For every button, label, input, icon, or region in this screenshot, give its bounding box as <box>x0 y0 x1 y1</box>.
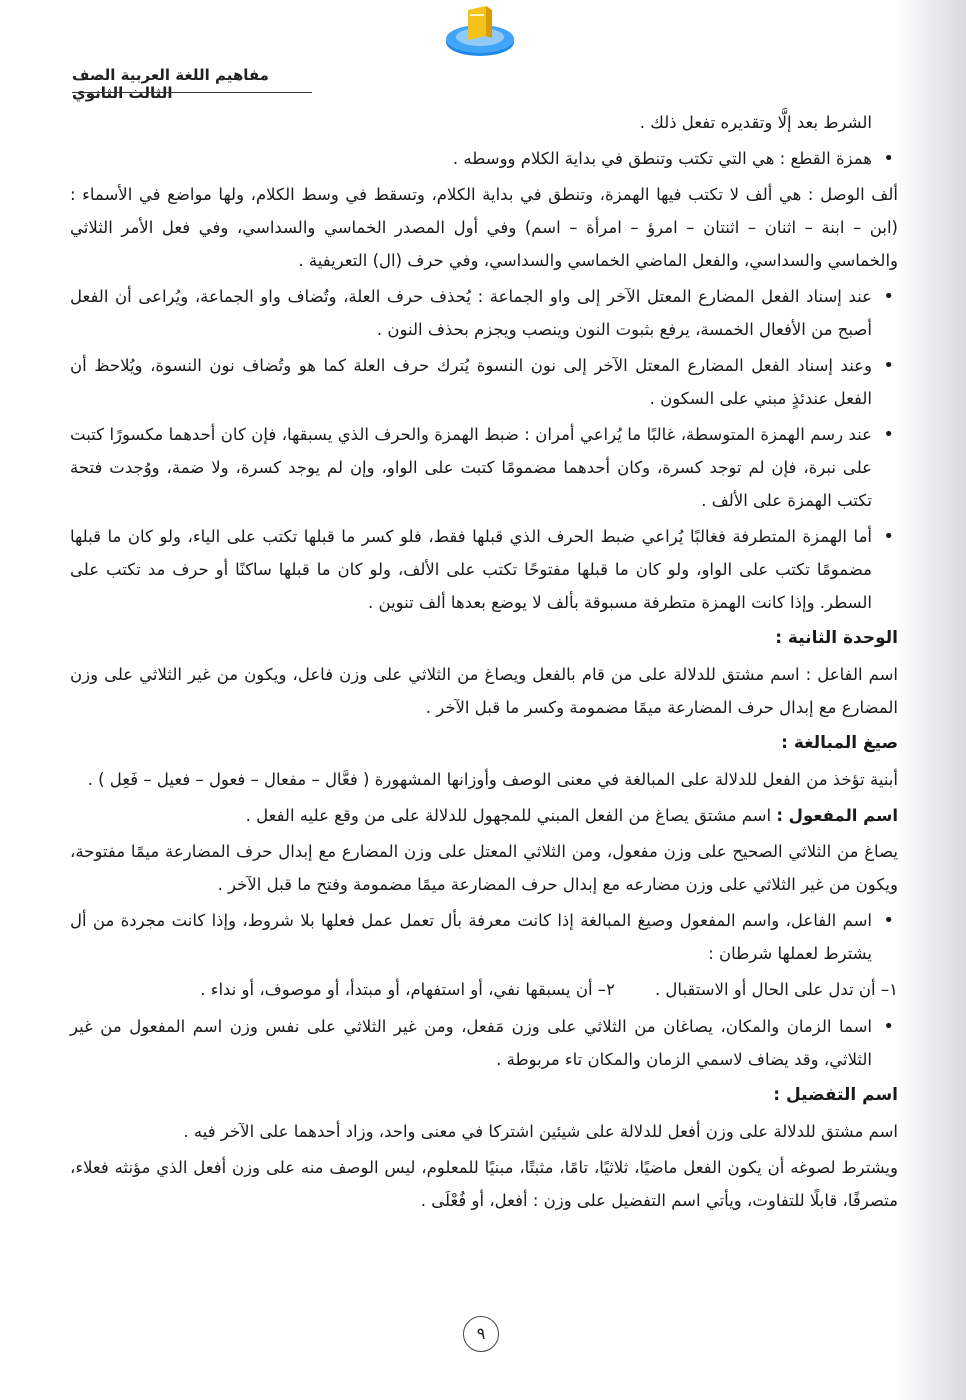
bullet-item: • عند رسم الهمزة المتوسطة، غالبًا ما يُراعي أمران : ضبط الهمزة والحرف الذي يسبقها، فإن كان أحدهما مكسورًا كتبت على نبرة، فإن لم توجد كسرة، وكان أحدهما مضمومًا كتبت على الواو، وإن لم يوجد كسرة، ولا ضمة، ووُجدت فتحة تكتب الهمزة على الألف . <box>70 418 898 517</box>
header-title: مفاهيم اللغة العربية الصف الثالث الثانوي <box>72 66 269 102</box>
paragraph: الشرط بعد إلَّا وتقديره تفعل ذلك . <box>639 113 872 132</box>
bullet-item: • همزة القطع : هي التي تكتب وتنطق في بداية الكلام ووسطه . <box>70 142 898 175</box>
header-divider <box>72 92 312 93</box>
paragraph: اسم مشتق للدلالة على وزن أفعل للدلالة على شيئين اشتركا في معنى واحد، وزاد أحدهما على الآخر فيه . <box>183 1122 898 1141</box>
section-heading: الوحدة الثانية : <box>775 628 898 648</box>
condition-item: ١– أن تدل على الحال أو الاستقبال . <box>654 980 898 999</box>
section-heading: صيغ المبالغة : <box>781 733 898 753</box>
bullet-item: • أما الهمزة المتطرفة فغالبًا يُراعي ضبط الحرف الذي قبلها فقط، فلو كسر ما قبلها تكتب على الياء، ولو كان ما قبلها مضمومًا تكتب على الواو، ولو كان ما قبلها مفتوحًا تكتب على الألف، ولو كان ما قبلها ساكنًا أو حرف مد تكتب على السطر. وإذا كانت الهمزة متطرفة مسبوقة بألف لا يوضع بعدها ألف تنوين . <box>70 520 898 619</box>
term-label: اسم المفعول : <box>776 806 898 825</box>
paragraph: اسم الفاعل : اسم مشتق للدلالة على من قام بالفعل ويصاغ من الثلاثي على وزن فاعل، ويكون من غير الثلاثي على وزن المضارع مع إبدال حرف المضارعة ميمًا مضمومة وكسر ما قبل الآخر . <box>70 665 898 717</box>
bullet-item: • اسما الزمان والمكان، يصاغان من الثلاثي على وزن مَفعل، ومن غير الثلاثي على نفس وزن اسم المفعول من غير الثلاثي، وقد يضاف لاسمي الزمان والمكان تاء مربوطة . <box>70 1010 898 1076</box>
paragraph: أبنية تؤخذ من الفعل للدلالة على المبالغة في معنى الوصف وأوزانها المشهورة ( فعَّال – مفعال – فعول – فعيل – فَعِل ) . <box>87 770 898 789</box>
condition-item: ٢– أن يسبقها نفي، أو استفهام، أو مبتدأ، أو موصوف، أو نداء . <box>200 980 615 999</box>
paragraph: ويشترط لصوغه أن يكون الفعل ماضيًا، ثلاثيًا، تامًا، مثبتًا، مبنيًا للمعلوم، ليس الوصف منه على وزن أفعل الذي مؤنثه فعلاء، متصرفًا، قابلًا للتفاوت، ويأتي اسم التفضيل على وزن : أفعل، أو فُعْلَى . <box>70 1158 898 1210</box>
conditions-row <box>70 973 898 1006</box>
paragraph: يصاغ من الثلاثي الصحيح على وزن مفعول، ومن الثلاثي المعتل على وزن المضارع مع إبدال حرف المضارعة ميمًا مفتوحة، ويكون من غير الثلاثي على وزن مضارعه مع إبدال حرف المضارعة ميمًا مضمومة وفتح ما قبل الآخر . <box>70 842 898 894</box>
page-edge-shadow <box>896 0 966 1400</box>
section-heading: اسم التفضيل : <box>773 1085 898 1105</box>
book-logo-icon <box>440 2 520 62</box>
paragraph <box>70 799 898 832</box>
bullet-item: • اسم الفاعل، واسم المفعول وصيغ المبالغة إذا كانت معرفة بأل تعمل عمل فعلها بلا شروط، وإذا كانت مجردة من أل يشترط لعملها شرطان : <box>70 904 898 970</box>
term-definition: اسم مشتق يصاغ من الفعل المبني للمجهول للدلالة على من وقع عليه الفعل . <box>245 806 777 825</box>
page-content <box>70 106 898 1220</box>
paragraph: ألف الوصل : هي ألف لا تكتب فيها الهمزة، وتنطق في بداية الكلام، وتسقط في وسط الكلام، ولها مواضع في الأسماء : (ابن – ابنة – اثنان – اثنتان – امرؤ – امرأة – اسم) وفي أول المصدر الخماسي والسداسي، وفي فعل الأمر الثلاثي والخماسي والسداسي، والفعل الماضي الخماسي والسداسي، وفي حرف (ال) التعريفية . <box>70 185 898 270</box>
bullet-item: • عند إسناد الفعل المضارع المعتل الآخر إلى واو الجماعة : يُحذف حرف العلة، وتُضاف واو الجماعة، ويُراعى أن الفعل أصبح من الأفعال الخمسة، يرفع بثبوت النون وينصب ويجزم بحذف النون . <box>70 280 898 346</box>
bullet-item: • وعند إسناد الفعل المضارع المعتل الآخر إلى نون النسوة يُترك حرف العلة كما هو وتُضاف نون النسوة، ويُلاحظ أن الفعل عندئذٍ مبني على السكون . <box>70 349 898 415</box>
page-number: ٩ <box>463 1316 499 1352</box>
